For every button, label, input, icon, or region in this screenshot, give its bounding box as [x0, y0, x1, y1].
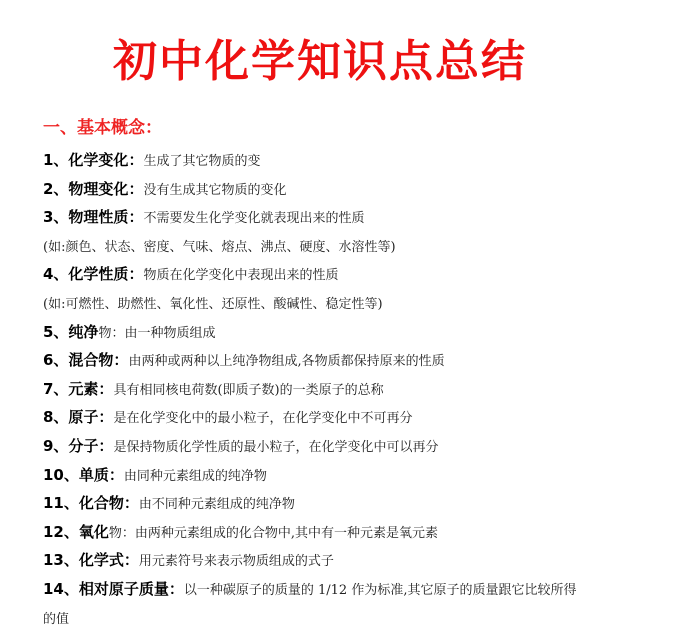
- concept-line-3-examples: [43, 232, 663, 261]
- concept-definition: 物：由一种物质组成: [98, 325, 216, 341]
- concept-definition: 没有生成其它物质的变化: [143, 182, 287, 198]
- concept-line-6: [43, 346, 663, 375]
- concept-definition: 由不同种元素组成的纯净物: [138, 497, 295, 513]
- concept-definition: 由两种或两种以上纯净物组成,各物质都保持原来的性质: [128, 354, 445, 370]
- concept-term: 6、混合物：: [43, 351, 129, 370]
- concept-line-2: [43, 175, 663, 204]
- concept-line-8: [43, 403, 663, 432]
- concept-line-5: [43, 318, 663, 347]
- concept-definition: 物质在化学变化中表现出来的性质: [143, 268, 339, 284]
- section-heading: 一、基本概念：: [43, 118, 162, 138]
- concept-definition: 生成了其它物质的变: [143, 154, 261, 169]
- concept-term: 14、相对原子质量：: [43, 579, 184, 598]
- concept-list: [43, 146, 663, 632]
- concept-definition-continued: 的值: [43, 611, 70, 627]
- concept-definition: 以一种碳原子的质量的 1/12 作为标准,其它原子的质量跟它比较所得: [183, 582, 577, 598]
- concept-line-4: [43, 260, 663, 289]
- concept-definition: 具有相同核电荷数(即质子数)的一类原子的总称: [113, 382, 384, 398]
- concept-line-9: [43, 432, 663, 461]
- concept-definition: 用元素符号来表示物质组成的式子: [138, 554, 334, 570]
- concept-definition: 是保持物质化学性质的最小粒子，在化学变化中可以再分: [113, 439, 439, 455]
- concept-line-10: [43, 461, 663, 490]
- concept-line-14-continued: [43, 604, 663, 633]
- concept-line-13: [43, 546, 663, 575]
- concept-definition: 不需要发生化学变化就表现出来的性质: [143, 211, 365, 227]
- concept-line-12: [43, 518, 663, 547]
- concept-line-4-examples: [43, 289, 663, 318]
- concept-line-3: [43, 203, 663, 232]
- concept-term: 5、纯净: [43, 322, 99, 341]
- concept-term: 1、化学变化：: [43, 151, 144, 169]
- concept-examples: (如:颜色、状态、密度、气味、熔点、沸点、硬度、水溶性等): [43, 239, 396, 255]
- concept-term: 3、物理性质：: [43, 208, 144, 227]
- concept-term: 13、化学式：: [43, 551, 139, 570]
- concept-term: 7、元素：: [43, 379, 114, 398]
- concept-line-11: [43, 489, 663, 518]
- concept-examples: (如:可燃性、助燃性、氧化性、还原性、酸碱性、稳定性等): [43, 296, 383, 312]
- concept-term: 9、分子：: [43, 436, 114, 455]
- concept-definition: 是在化学变化中的最小粒子，在化学变化中不可再分: [113, 411, 413, 427]
- concept-term: 10、单质：: [43, 465, 124, 484]
- concept-term: 12、氧化: [43, 522, 109, 541]
- concept-line-1: [43, 146, 663, 175]
- concept-line-14: [43, 575, 663, 604]
- concept-term: 8、原子：: [43, 408, 114, 427]
- concept-term: 2、物理变化：: [43, 179, 144, 198]
- concept-definition: 由同种元素组成的纯净物: [123, 468, 267, 484]
- concept-definition: 物：由两种元素组成的化合物中,其中有一种元素是氧元素: [108, 525, 439, 541]
- concept-term: 4、化学性质：: [43, 265, 144, 284]
- concept-line-7: [43, 375, 663, 404]
- concept-term: 11、化合物：: [43, 494, 139, 513]
- document-title: 初中化学知识点总结: [113, 36, 527, 87]
